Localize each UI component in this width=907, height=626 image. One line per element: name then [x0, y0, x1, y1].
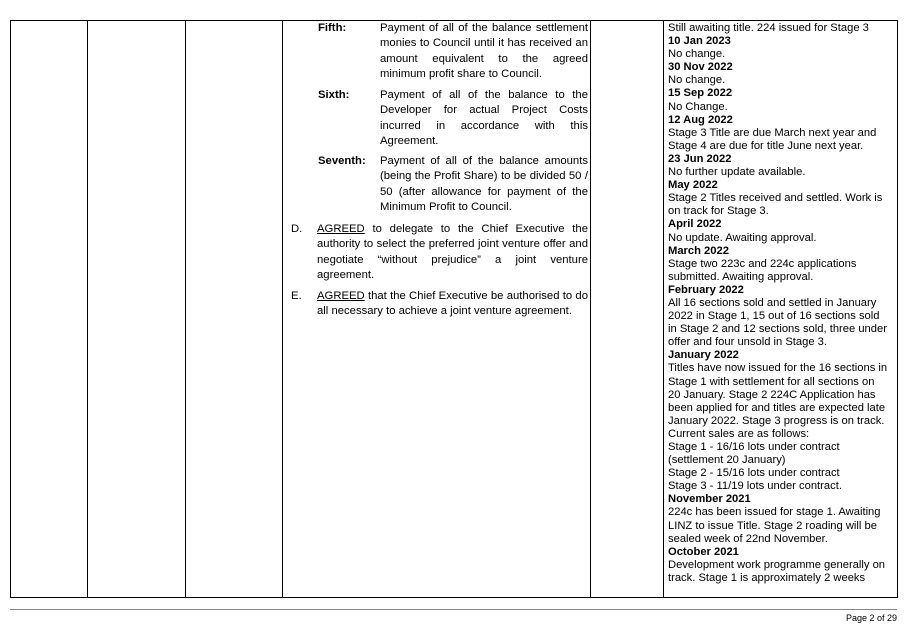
status-date-heading: March 2022 [668, 244, 729, 257]
status-text-line: No change. [668, 48, 726, 61]
status-text-line: January 2022. Stage 3 progress is on track. [668, 414, 885, 427]
status-text-line: Stage 1 with settlement for all sections on [668, 375, 875, 388]
status-date-heading: 30 Nov 2022 [668, 61, 733, 74]
status-date-heading: 10 Jan 2023 [668, 35, 731, 48]
status-text-line: 2022 in Stage 1, 15 out of 16 sections sold [668, 310, 880, 323]
clause-label: Seventh: [318, 155, 366, 167]
clause-text: Payment of all of the balance amounts (being the Profit Share) to be divided 50 / 50 (after allowance for payment of the Minimum Profit to Council. [380, 155, 588, 214]
status-text-line: been applied for and titles are expected late [668, 401, 886, 414]
status-text-line: Stage 3 - 11/19 lots under contract. [668, 480, 842, 493]
status-date-heading: November 2021 [668, 493, 751, 506]
column-divider [87, 20, 88, 598]
page-number: Page 2 of 29 [845, 613, 897, 623]
clause-text: Payment of all of the balance settlement monies to Council until it has received an amount equivalent to the agreed minimum profit share to Council. [380, 22, 588, 81]
status-text-line: No Change. [668, 100, 728, 113]
status-text-line: Titles have now issued for the 16 sections in [668, 362, 888, 375]
agreed-keyword: AGREED [317, 223, 365, 235]
item-text [317, 222, 588, 284]
item-body: to delegate to the Chief Executive the authority to select the preferred joint venture offer and negotiate “without prejudice” a joint venture agreement. [317, 223, 588, 282]
status-text-line: Stage 2 - 15/16 lots under contract [668, 467, 840, 480]
resolution-cell [283, 20, 590, 598]
status-text-line: 224c has been issued for stage 1. Awaiting [668, 506, 881, 519]
status-date-heading: 12 Aug 2022 [668, 113, 733, 126]
clause-sixth [318, 88, 588, 150]
clause-label: Sixth: [318, 89, 350, 101]
column-divider [663, 20, 664, 598]
status-text-line: Current sales are as follows: [668, 427, 810, 440]
action-table [10, 20, 898, 598]
status-text-line: Stage two 223c and 224c applications [668, 257, 857, 270]
resolution-item-e [291, 289, 588, 320]
status-text-line: No update. Awaiting approval. [668, 231, 817, 244]
item-body: that the Chief Executive be authorised to do all necessary to achieve a joint venture agreement. [317, 290, 588, 318]
status-text-line: offer and four unsold in Stage 3. [668, 336, 828, 349]
status-date-heading: April 2022 [668, 218, 722, 231]
resolution-item-d [291, 222, 588, 284]
column-divider [590, 20, 591, 598]
status-text-line: Stage 3 Title are due March next year and [668, 126, 877, 139]
status-date-heading: January 2022 [668, 349, 739, 362]
status-text-line: Stage 2 Titles received and settled. Work is [668, 192, 883, 205]
status-text-line: All 16 sections sold and settled in January [668, 296, 877, 309]
status-date-heading: February 2022 [668, 283, 744, 296]
status-text-line: 20 January. Stage 2 224C Application has [668, 388, 876, 401]
clause-fifth [318, 21, 588, 83]
clause-label: Fifth: [318, 22, 347, 34]
status-date-heading: 23 Jun 2022 [668, 152, 732, 165]
item-label: E. [291, 290, 302, 302]
status-text-line: No further update available. [668, 166, 806, 179]
status-text-line: Stage 4 are due for title June next year. [668, 139, 864, 152]
item-label: D. [291, 223, 303, 235]
status-date-heading: May 2022 [668, 179, 718, 192]
agreed-keyword: AGREED [317, 290, 365, 302]
status-text-line: in Stage 2 and 12 sections sold, three under [668, 323, 887, 336]
status-text-line: No change. [668, 74, 726, 87]
clause-text: Payment of all of the balance to the Developer for actual Project Costs incurred in accordance with this Agreement. [380, 89, 588, 148]
status-text-line: submitted. Awaiting approval. [668, 270, 814, 283]
status-date-heading: October 2021 [668, 545, 739, 558]
column-divider [185, 20, 186, 598]
column-divider [10, 20, 11, 598]
clause-seventh [318, 154, 588, 216]
status-text-line: track. Stage 1 is approximately 2 weeks [668, 571, 866, 584]
status-text-line: LINZ to issue Title. Stage 2 roading will be [668, 519, 877, 532]
status-text-line: (settlement 20 January) [668, 454, 786, 467]
status-text-line: on track for Stage 3. [668, 205, 769, 218]
status-cell [668, 22, 898, 598]
footer-rule [10, 609, 897, 610]
item-text [317, 289, 588, 320]
status-text-line: Development work programme generally on [668, 558, 886, 571]
status-text-line: sealed week of 22nd November. [668, 532, 828, 545]
status-text-line: Still awaiting title. 224 issued for Stage 3 [668, 22, 869, 34]
status-text-line: Stage 1 - 16/16 lots under contract [668, 441, 840, 453]
status-date-heading: 15 Sep 2022 [668, 87, 733, 100]
